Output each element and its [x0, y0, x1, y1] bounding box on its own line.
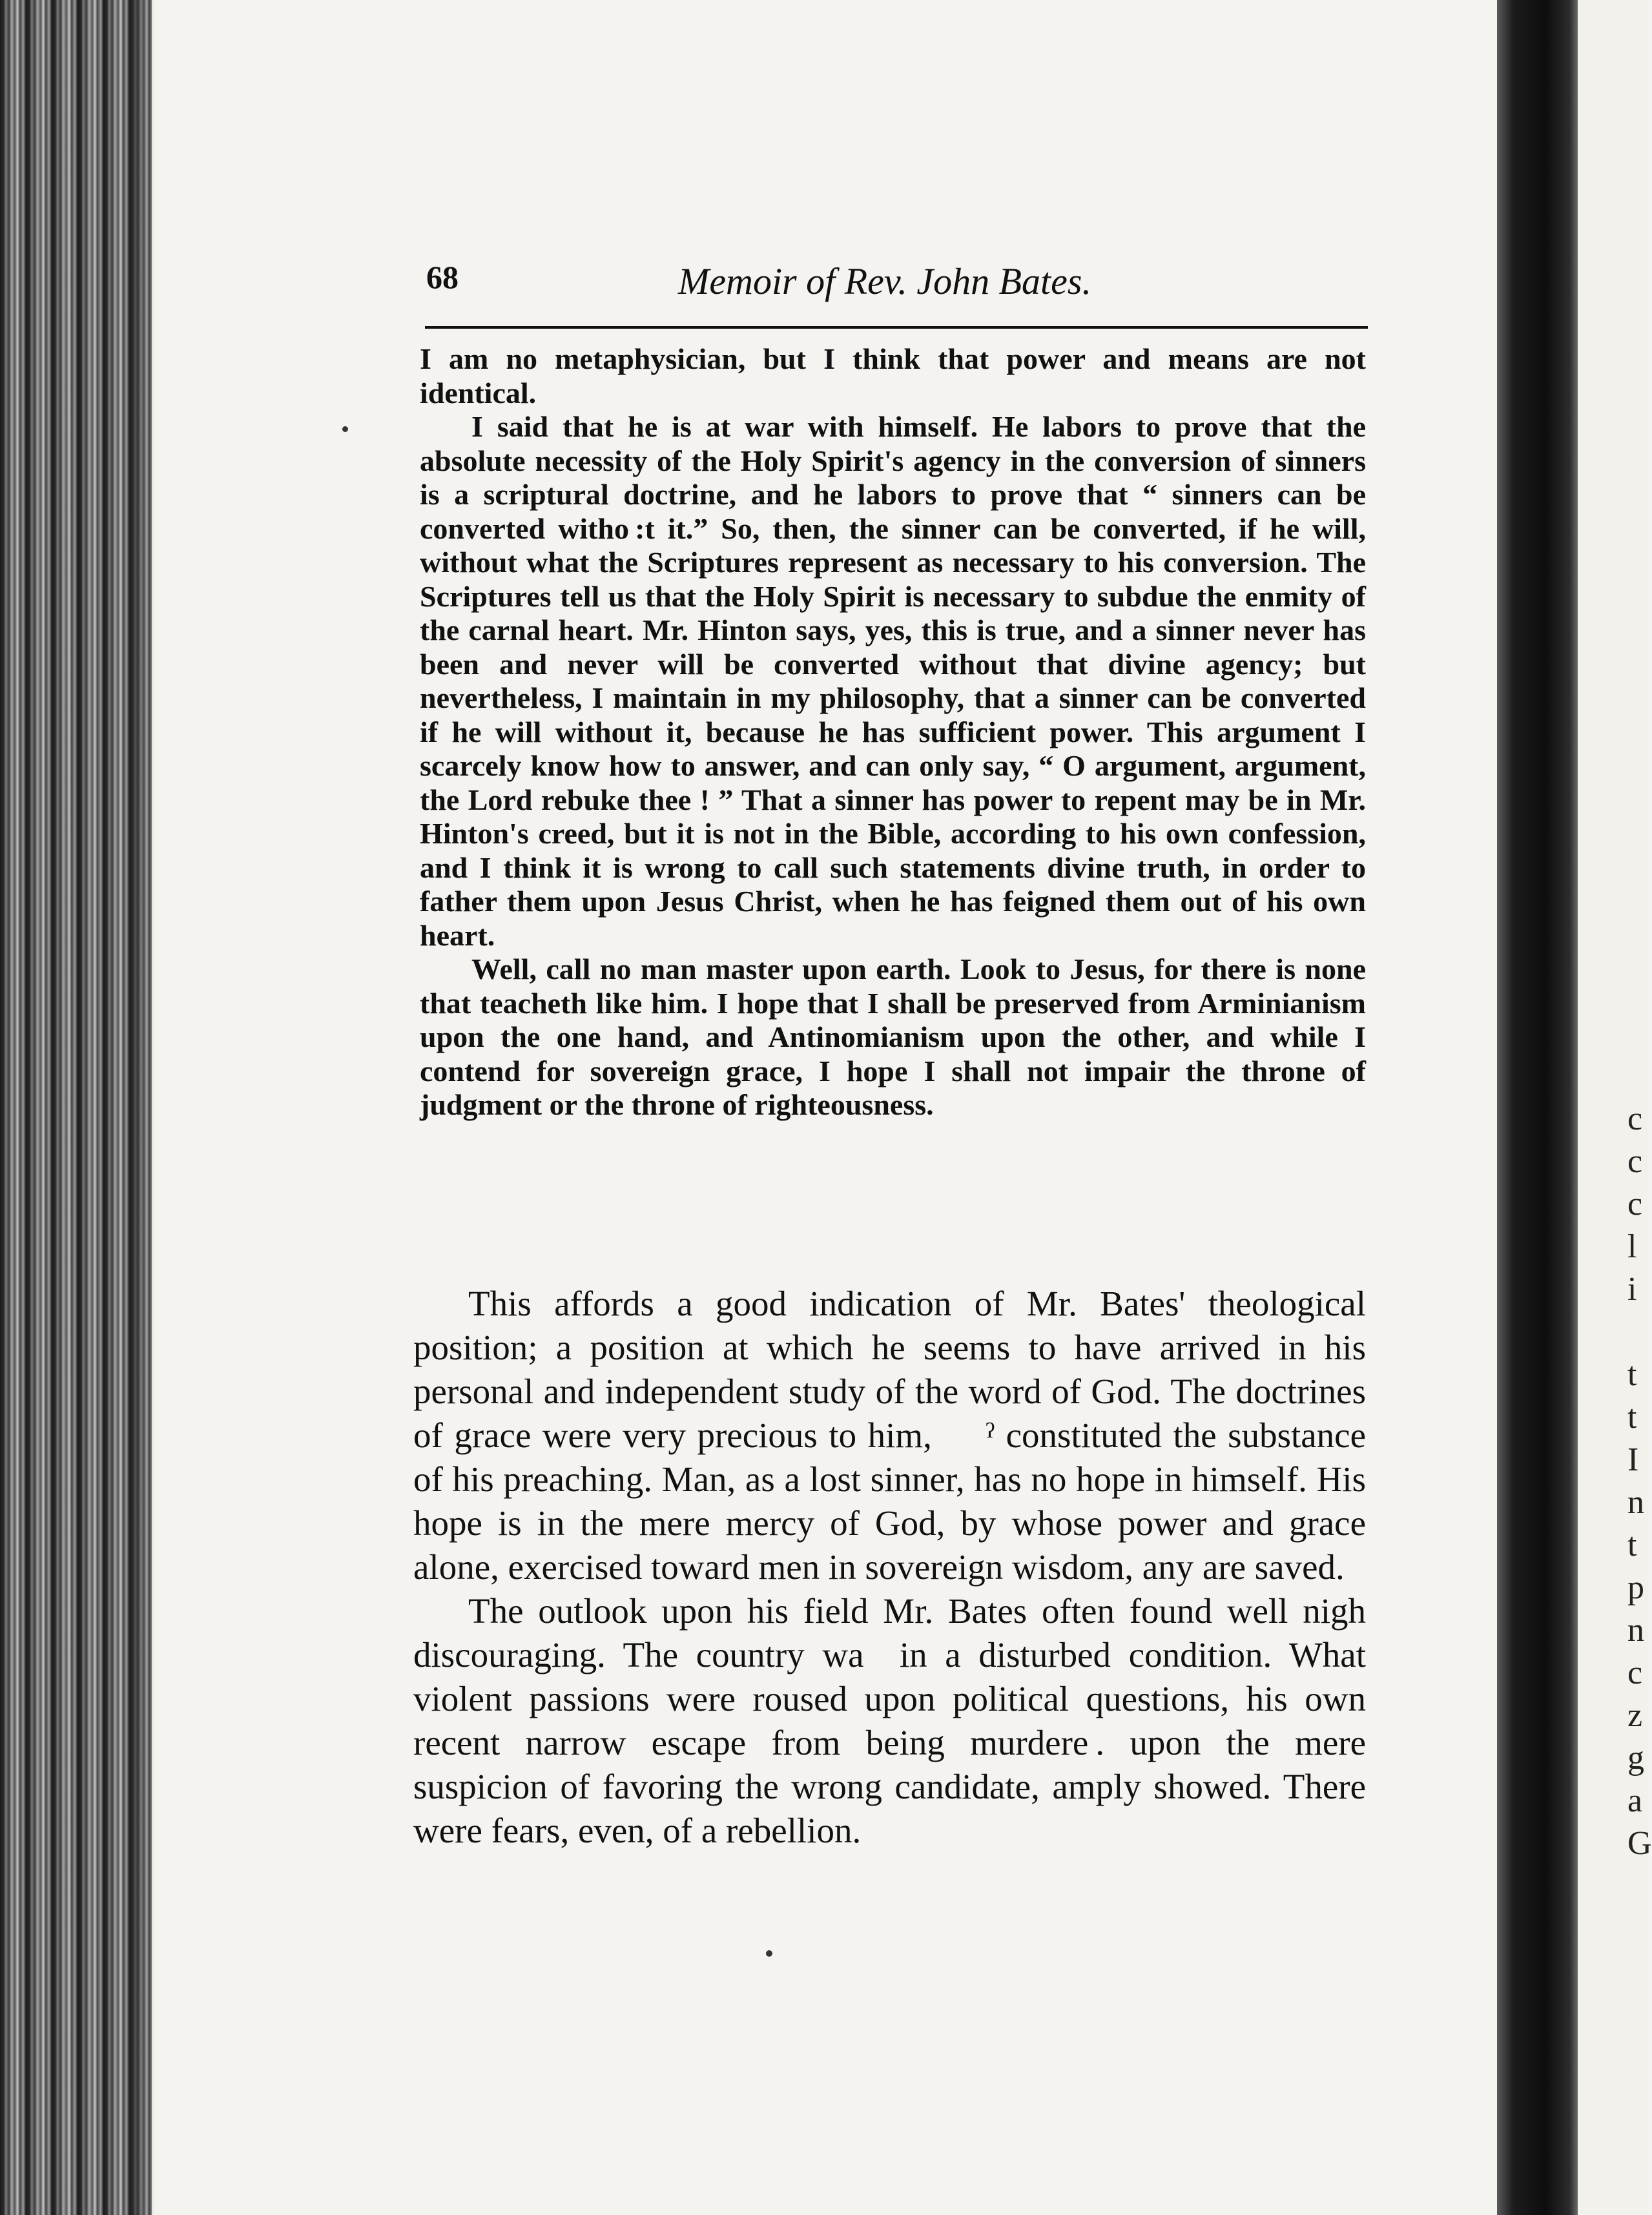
page-header	[420, 245, 1369, 316]
body-text	[413, 1282, 1366, 1853]
body-paragraph: This affords a good indication of Mr. Bates' theological position; a position at which he seems to have arrived in his personal and independent study of the word of God. The doctrines of grace were very precious to him, ˀ constituted the substance of his preaching. Man, as a lost sinner, has no hope in himself. His hope is in the mere mercy of God, by whose power and grace alone, exercised toward men in sovereign wisdom, any are saved.	[413, 1284, 1366, 1587]
quote-paragraph: I am no metaphysician, but I think that power and means are not identical.	[420, 342, 1366, 409]
facing-page-fragments: c c c l i t t I n t p n c z g a G	[1627, 1100, 1652, 1862]
page-gutter-shadow	[129, 0, 155, 2215]
header-rule	[425, 326, 1368, 329]
body-paragraph: The outlook upon his field Mr. Bates often found well nigh discouraging. The country wa in a disturbed condition. What violent passions were roused upon political questions, his own recent narrow escape from being murdere . upon the mere suspicion of favoring the wrong candidate, amply showed. There were fears, even, of a rebellion.	[413, 1591, 1366, 1850]
book-spine	[1497, 0, 1578, 2215]
quoted-letter	[420, 342, 1366, 1122]
quote-paragraph: I said that he is at war with himself. He labors to prove that the absolute necessity of the Holy Spirit's agency in the conversion of sinners is a scriptural doctrine, and he labors to prove that “ sinners can be converted witho :t it.” So, then, the sinner can be converted, if he will, without what the Scriptures represent as necessary to his conversion. The Scriptures tell us that the Holy Spirit is necessary to subdue the enmity of the carnal heart. Mr. Hinton says, yes, this is true, and a sinner never has been and never will be converted without that divine agency; but nevertheless, I maintain in my philosophy, that a sinner can be converted if he will without it, because he has sufficient power. This argument I scarcely know how to answer, and can only say, “ O argument, argument, the Lord rebuke thee ! ” That a sinner has power to repent may be in Mr. Hinton's creed, but it is not in the Bible, according to his own confession, and I think it is wrong to call such statements divine truth, in order to father them upon Jesus Christ, when he has feigned them out of his own heart.	[420, 410, 1366, 952]
running-title: Memoir of Rev. John Bates.	[678, 260, 1091, 302]
quote-paragraph: Well, call no man master upon earth. Look to Jesus, for there is none that teacheth like him. I hope that I shall be preserved from Arminianism upon the one hand, and Antinomianism upon the other, and while I contend for sovereign grace, I hope I shall not impair the throne of judgment or the throne of righteousness.	[420, 953, 1366, 1121]
book-page	[413, 245, 1369, 1850]
ink-speck	[766, 1950, 772, 1957]
page-number: 68	[426, 259, 459, 295]
ink-speck	[342, 426, 348, 432]
